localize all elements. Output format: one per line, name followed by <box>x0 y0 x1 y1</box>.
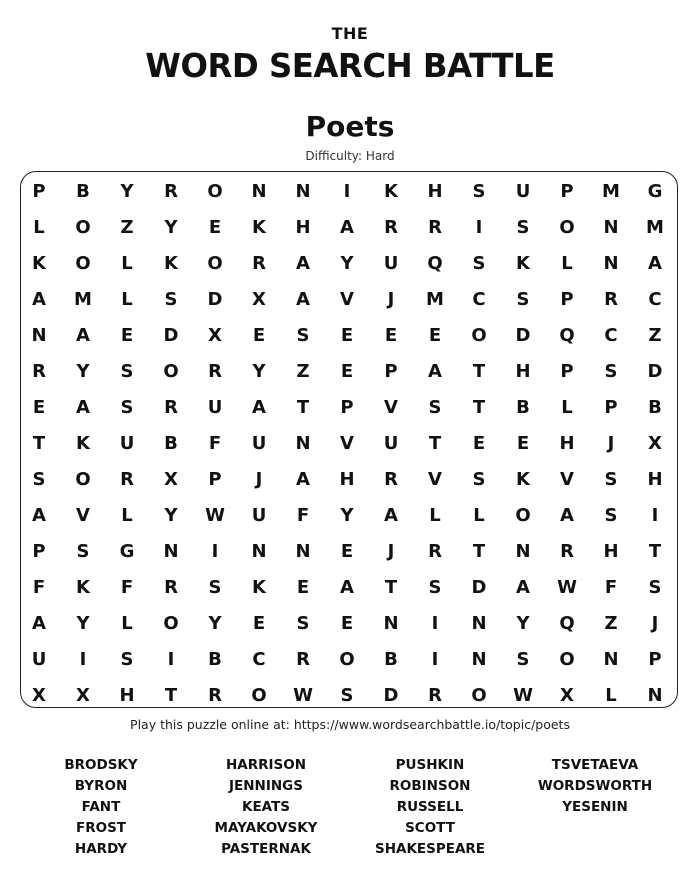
grid-cell[interactable]: K <box>76 576 90 598</box>
word-list-item: BYRON <box>74 778 128 794</box>
grid-cell[interactable]: X <box>560 684 574 706</box>
grid-cell[interactable]: P <box>560 360 574 382</box>
grid-cell[interactable]: I <box>79 648 87 670</box>
grid-cell[interactable]: F <box>120 576 134 598</box>
grid-cell[interactable]: B <box>208 648 222 670</box>
grid-cell[interactable]: A <box>296 288 310 310</box>
grid-cell[interactable]: D <box>383 684 399 706</box>
grid-cell[interactable]: L <box>561 252 573 274</box>
grid-cell[interactable]: E <box>252 324 266 346</box>
grid-cell[interactable]: M <box>426 288 444 310</box>
grid-cell[interactable]: U <box>515 180 531 202</box>
grid-cell[interactable]: S <box>120 360 134 382</box>
grid-cell[interactable]: O <box>559 216 575 238</box>
grid-cell[interactable]: V <box>428 468 442 490</box>
grid-cell[interactable]: Q <box>559 324 575 346</box>
grid-cell[interactable]: E <box>340 540 354 562</box>
grid-cell[interactable]: S <box>604 468 618 490</box>
grid-cell[interactable]: L <box>429 504 441 526</box>
grid-cell[interactable]: N <box>515 540 531 562</box>
grid-cell[interactable]: E <box>516 432 530 454</box>
grid-cell[interactable]: R <box>384 216 398 238</box>
grid-cell[interactable]: Q <box>427 252 443 274</box>
word-search-grid <box>17 173 677 713</box>
grid-cell[interactable]: M <box>602 180 620 202</box>
grid-cell[interactable]: I <box>475 216 483 238</box>
grid-cell[interactable]: R <box>428 684 442 706</box>
grid-cell[interactable]: R <box>32 360 46 382</box>
grid-cell[interactable]: R <box>384 468 398 490</box>
grid-cell[interactable]: X <box>32 684 46 706</box>
grid-cell[interactable]: D <box>647 360 663 382</box>
grid-cell[interactable]: T <box>428 432 442 454</box>
grid-cell[interactable]: L <box>121 504 133 526</box>
word-list-item: KEATS <box>241 799 290 815</box>
word-list-item: YESENIN <box>562 799 628 815</box>
grid-cell[interactable]: H <box>295 216 311 238</box>
grid-cell[interactable]: O <box>75 252 91 274</box>
grid-cell[interactable]: O <box>471 324 487 346</box>
grid-cell[interactable]: I <box>431 648 439 670</box>
grid-cell[interactable]: L <box>121 612 133 634</box>
grid-cell[interactable]: L <box>473 504 485 526</box>
grid-cell[interactable]: S <box>472 252 486 274</box>
grid-cell[interactable]: A <box>428 360 442 382</box>
grid-cell[interactable]: I <box>167 648 175 670</box>
grid-cell[interactable]: E <box>428 324 442 346</box>
grid-cell[interactable]: X <box>76 684 90 706</box>
grid-cell[interactable]: U <box>251 504 267 526</box>
grid-cell[interactable]: U <box>383 432 399 454</box>
grid-cell[interactable]: E <box>32 396 46 418</box>
grid-cell[interactable]: N <box>295 432 311 454</box>
grid-cell[interactable]: S <box>340 684 354 706</box>
word-list-item: WORDSWORTH <box>537 778 653 794</box>
grid-cell[interactable]: O <box>559 648 575 670</box>
grid-cell[interactable]: Z <box>120 216 134 238</box>
grid-cell[interactable]: U <box>31 648 47 670</box>
word-list-item: ROBINSON <box>389 778 471 794</box>
header-the: THE <box>331 24 369 43</box>
grid-cell[interactable]: I <box>431 612 439 634</box>
grid-cell[interactable]: R <box>296 648 310 670</box>
grid-cell[interactable]: R <box>208 360 222 382</box>
grid-cell[interactable]: S <box>516 216 530 238</box>
grid-cell[interactable]: N <box>31 324 47 346</box>
page-title: Poets <box>305 110 395 143</box>
grid-cell[interactable]: H <box>515 360 531 382</box>
grid-cell[interactable]: U <box>383 252 399 274</box>
grid-cell[interactable]: N <box>295 180 311 202</box>
grid-cell[interactable]: T <box>296 396 310 418</box>
grid-cell[interactable]: K <box>252 576 266 598</box>
grid-cell[interactable]: H <box>647 468 663 490</box>
grid-cell[interactable]: P <box>648 648 662 670</box>
grid-cell[interactable]: Y <box>164 504 178 526</box>
grid-cell[interactable]: T <box>384 576 398 598</box>
grid-cell[interactable]: O <box>207 180 223 202</box>
grid-cell[interactable]: R <box>604 288 618 310</box>
grid-cell[interactable]: L <box>605 684 617 706</box>
grid-cell[interactable]: D <box>207 288 223 310</box>
grid-cell[interactable]: N <box>295 540 311 562</box>
grid-cell[interactable]: F <box>208 432 222 454</box>
grid-cell[interactable]: O <box>163 360 179 382</box>
grid-cell[interactable]: E <box>340 612 354 634</box>
grid-cell[interactable]: Y <box>76 360 90 382</box>
grid-cell[interactable]: Y <box>120 180 134 202</box>
grid-cell[interactable]: J <box>255 468 263 490</box>
grid-cell[interactable]: Y <box>516 612 530 634</box>
grid-cell[interactable]: S <box>32 468 46 490</box>
grid-cell[interactable]: U <box>207 396 223 418</box>
grid-cell[interactable]: R <box>428 216 442 238</box>
grid-cell[interactable]: X <box>208 324 222 346</box>
grid-cell[interactable]: S <box>604 504 618 526</box>
grid-cell[interactable]: J <box>607 432 615 454</box>
grid-cell[interactable]: R <box>164 396 178 418</box>
grid-cell[interactable]: N <box>647 684 663 706</box>
grid-cell[interactable]: S <box>604 360 618 382</box>
grid-cell[interactable]: E <box>472 432 486 454</box>
grid-cell[interactable]: A <box>384 504 398 526</box>
grid-cell[interactable]: W <box>557 576 577 598</box>
grid-cell[interactable]: S <box>164 288 178 310</box>
grid-cell[interactable]: K <box>76 432 90 454</box>
word-list-item: SHAKESPEARE <box>374 841 486 857</box>
grid-cell[interactable]: I <box>343 180 351 202</box>
grid-cell[interactable]: V <box>384 396 398 418</box>
grid-cell[interactable]: G <box>647 180 663 202</box>
word-list-item: HARRISON <box>225 757 307 773</box>
grid-cell[interactable]: Y <box>252 360 266 382</box>
word-column-2 <box>181 755 351 860</box>
grid-cell[interactable]: R <box>252 252 266 274</box>
grid-cell[interactable]: Q <box>559 612 575 634</box>
grid-cell[interactable]: P <box>560 288 574 310</box>
grid-cell[interactable]: N <box>603 252 619 274</box>
grid-cell[interactable]: E <box>384 324 398 346</box>
grid-cell[interactable]: O <box>75 468 91 490</box>
grid-cell[interactable]: S <box>428 576 442 598</box>
grid-cell[interactable]: N <box>251 540 267 562</box>
grid-cell[interactable]: S <box>120 396 134 418</box>
grid-cell[interactable]: T <box>32 432 46 454</box>
grid-cell[interactable]: V <box>76 504 90 526</box>
grid-cell[interactable]: E <box>252 612 266 634</box>
grid-cell[interactable]: T <box>648 540 662 562</box>
grid-cell[interactable]: K <box>516 252 530 274</box>
grid-cell[interactable]: R <box>164 180 178 202</box>
grid-cell[interactable]: S <box>472 180 486 202</box>
grid-cell[interactable]: C <box>604 324 618 346</box>
grid-cell[interactable]: K <box>32 252 46 274</box>
grid-cell[interactable]: F <box>296 504 310 526</box>
grid-cell[interactable]: I <box>651 504 659 526</box>
grid-cell[interactable]: O <box>515 504 531 526</box>
grid-cell[interactable]: O <box>339 648 355 670</box>
grid-cell[interactable]: A <box>340 576 354 598</box>
grid-cell[interactable]: X <box>648 432 662 454</box>
grid-cell[interactable]: O <box>75 216 91 238</box>
grid-cell[interactable]: N <box>251 180 267 202</box>
grid-cell[interactable]: W <box>513 684 533 706</box>
grid-cell[interactable]: S <box>120 648 134 670</box>
grid-cell[interactable]: H <box>427 180 443 202</box>
grid-cell[interactable]: A <box>32 612 46 634</box>
grid-cell[interactable]: I <box>211 540 219 562</box>
grid-cell[interactable]: J <box>387 540 395 562</box>
grid-cell[interactable]: C <box>472 288 486 310</box>
grid-cell[interactable]: L <box>121 252 133 274</box>
grid-cell[interactable]: R <box>560 540 574 562</box>
grid-cell[interactable]: H <box>603 540 619 562</box>
grid-cell[interactable]: Y <box>76 612 90 634</box>
grid-cell[interactable]: T <box>164 684 178 706</box>
grid-cell[interactable]: R <box>428 540 442 562</box>
grid-cell[interactable]: E <box>340 360 354 382</box>
grid-cell[interactable]: K <box>384 180 398 202</box>
grid-cell[interactable]: H <box>339 468 355 490</box>
grid-cell[interactable]: B <box>164 432 178 454</box>
grid-cell[interactable]: F <box>32 576 46 598</box>
grid-cell[interactable]: S <box>76 540 90 562</box>
grid-cell[interactable]: S <box>516 648 530 670</box>
grid-cell[interactable]: N <box>471 612 487 634</box>
grid-cell[interactable]: W <box>293 684 313 706</box>
grid-cell[interactable]: O <box>471 684 487 706</box>
grid-cell[interactable]: Z <box>648 324 662 346</box>
word-column-3 <box>345 755 515 860</box>
grid-cell[interactable]: P <box>208 468 222 490</box>
grid-cell[interactable]: P <box>384 360 398 382</box>
grid-cell[interactable]: D <box>515 324 531 346</box>
grid-cell[interactable]: W <box>205 504 225 526</box>
grid-cell[interactable]: B <box>516 396 530 418</box>
word-column-4 <box>510 755 680 818</box>
word-list-item: SCOTT <box>405 820 455 836</box>
grid-cell[interactable]: O <box>251 684 267 706</box>
word-list-item: JENNINGS <box>229 778 303 794</box>
grid-cell[interactable]: C <box>252 648 266 670</box>
word-column-1 <box>16 755 186 860</box>
grid-cell[interactable]: N <box>603 216 619 238</box>
word-list-item: FANT <box>81 799 121 815</box>
word-list-item: PASTERNAK <box>221 841 311 857</box>
grid-cell[interactable]: A <box>296 468 310 490</box>
word-list-item: PUSHKIN <box>395 757 465 773</box>
grid-cell[interactable]: E <box>208 216 222 238</box>
grid-cell[interactable]: Z <box>296 360 310 382</box>
grid-cell[interactable]: P <box>560 180 574 202</box>
grid-cell[interactable]: F <box>604 576 618 598</box>
grid-cell[interactable]: B <box>384 648 398 670</box>
grid-cell[interactable]: Y <box>340 252 354 274</box>
grid-cell[interactable]: R <box>208 684 222 706</box>
brand-logo-title: WORD SEARCH BATTLE <box>145 46 555 85</box>
grid-cell[interactable]: J <box>387 288 395 310</box>
grid-cell[interactable]: N <box>163 540 179 562</box>
grid-cell[interactable]: P <box>32 180 46 202</box>
grid-cell[interactable]: A <box>648 252 662 274</box>
grid-cell[interactable]: S <box>648 576 662 598</box>
grid-cell[interactable]: O <box>207 252 223 274</box>
grid-cell[interactable]: D <box>471 576 487 598</box>
grid-cell[interactable]: L <box>121 288 133 310</box>
grid-cell[interactable]: R <box>164 576 178 598</box>
grid-cell[interactable]: X <box>164 468 178 490</box>
grid-cell[interactable]: H <box>119 684 135 706</box>
word-list-item: BRODSKY <box>64 757 138 773</box>
grid-cell[interactable]: N <box>471 648 487 670</box>
grid-cell[interactable]: A <box>340 216 354 238</box>
grid-cell[interactable]: M <box>646 216 664 238</box>
grid-cell[interactable]: S <box>296 612 310 634</box>
word-list-item: HARDY <box>74 841 128 857</box>
word-list-item: FROST <box>75 820 127 836</box>
grid-cell[interactable]: L <box>561 396 573 418</box>
grid-cell[interactable]: P <box>340 396 354 418</box>
grid-cell[interactable]: S <box>208 576 222 598</box>
grid-cell[interactable]: A <box>252 396 266 418</box>
grid-cell[interactable]: U <box>119 432 135 454</box>
grid-cell[interactable]: A <box>516 576 530 598</box>
word-list-item: RUSSELL <box>396 799 464 815</box>
grid-cell[interactable]: Y <box>208 612 222 634</box>
grid-cell[interactable]: S <box>296 324 310 346</box>
grid-cell[interactable]: X <box>252 288 266 310</box>
grid-cell[interactable]: S <box>472 468 486 490</box>
grid-cell[interactable]: A <box>32 504 46 526</box>
grid-cell[interactable]: T <box>472 396 486 418</box>
word-list-item: TSVETAEVA <box>551 757 639 773</box>
difficulty-label: Difficulty: Hard <box>305 149 395 163</box>
grid-cell[interactable]: E <box>296 576 310 598</box>
grid-cell[interactable]: K <box>164 252 178 274</box>
grid-cell[interactable]: P <box>604 396 618 418</box>
grid-cell[interactable]: A <box>76 324 90 346</box>
grid-cell[interactable]: Z <box>604 612 618 634</box>
grid-cell[interactable]: N <box>603 648 619 670</box>
grid-cell[interactable]: V <box>340 432 354 454</box>
play-online-link[interactable]: Play this puzzle online at: https://www.wordsearchbattle.io/topic/poets <box>130 717 570 732</box>
grid-cell[interactable]: S <box>516 288 530 310</box>
grid-cell[interactable]: H <box>559 432 575 454</box>
grid-cell[interactable]: L <box>33 216 45 238</box>
grid-cell[interactable]: V <box>560 468 574 490</box>
grid-cell[interactable]: E <box>120 324 134 346</box>
grid-cell[interactable]: T <box>472 540 486 562</box>
grid-cell[interactable]: K <box>516 468 530 490</box>
grid-cell[interactable]: S <box>428 396 442 418</box>
grid-cell[interactable]: D <box>163 324 179 346</box>
grid-cell[interactable]: A <box>76 396 90 418</box>
grid-cell[interactable]: N <box>383 612 399 634</box>
grid-cell[interactable]: A <box>296 252 310 274</box>
grid-cell[interactable]: Y <box>340 504 354 526</box>
grid-cell[interactable]: E <box>340 324 354 346</box>
grid-cell[interactable]: A <box>560 504 574 526</box>
word-list-item: MAYAKOVSKY <box>214 820 318 836</box>
grid-cell[interactable]: R <box>120 468 134 490</box>
grid-cell[interactable]: P <box>32 540 46 562</box>
grid-cell[interactable]: M <box>74 288 92 310</box>
grid-cell[interactable]: G <box>119 540 135 562</box>
grid-cell[interactable]: V <box>340 288 354 310</box>
grid-cell[interactable]: O <box>163 612 179 634</box>
grid-cell[interactable]: B <box>76 180 90 202</box>
grid-cell[interactable]: Y <box>164 216 178 238</box>
grid-cell[interactable]: J <box>651 612 659 634</box>
grid-cell[interactable]: K <box>252 216 266 238</box>
grid-cell[interactable]: A <box>32 288 46 310</box>
grid-cell[interactable]: B <box>648 396 662 418</box>
grid-cell[interactable]: T <box>472 360 486 382</box>
grid-cell[interactable]: C <box>648 288 662 310</box>
grid-cell[interactable]: U <box>251 432 267 454</box>
